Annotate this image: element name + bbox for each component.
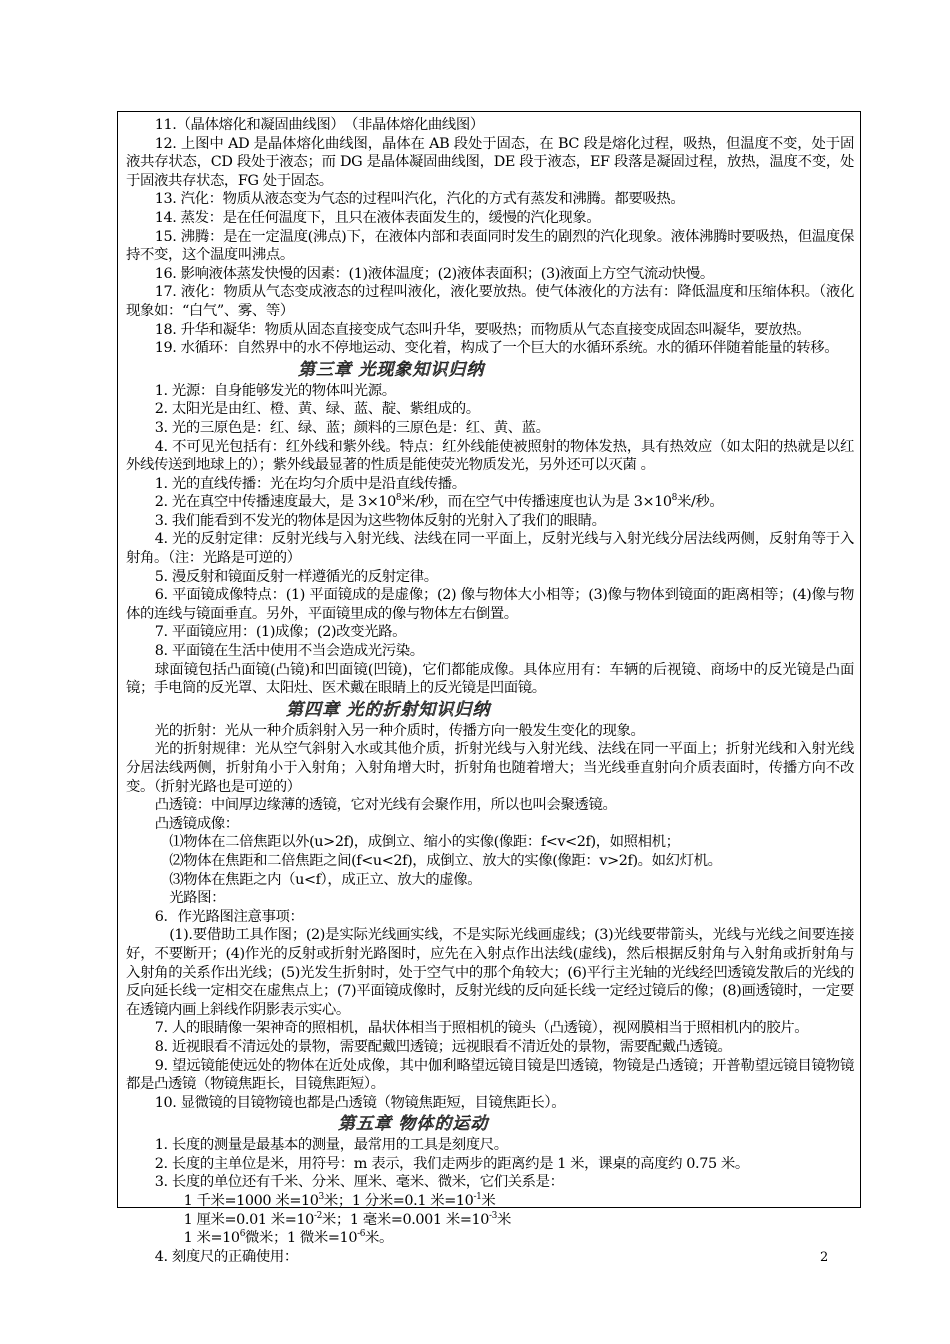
text-run: 米: [496, 1211, 511, 1228]
text-run: 1 厘米=0.01 米=10: [183, 1211, 314, 1228]
ch3-item-b5: 5. 漫反射和镜面反射一样遵循光的反射定律。: [154, 568, 438, 585]
ch3-item-b7: 7. 平面镜应用：(1)成像；(2)改变光路。: [154, 624, 407, 641]
ch4-refraction-law: 光的折射规律：光从空气斜射入水或其他介质，折射光线与入射光线、法线在同一平面上；折射光线和入射光线分居法线两侧，折射角小于入射角；入射角增大时，折射角也随着增大；当光线垂直射向介质表面时，传播方向不改变。（折射光路也是可逆的）: [126, 741, 854, 795]
paragraph-14: 14. 蒸发：是在任何温度下，且只在液体表面发生的，缓慢的汽化现象。: [154, 209, 601, 226]
ch3-item-b6: 6. 平面镜成像特点：(1) 平面镜成的是虚像；(2) 像与物体大小相等；(3)像与物体到镜面的距离相等；(4)像与物体的连线与镜面垂直。另外，平面镜里成的像与物体左右倒置。: [126, 587, 854, 622]
ch3-item-b8: 8. 平面镜在生活中使用不当会造成光污染。: [154, 643, 424, 660]
ch3-item-2: 2. 太阳光是由红、橙、黄、绿、蓝、靛、紫组成的。: [154, 401, 480, 418]
exponent: -2: [313, 1210, 322, 1221]
ch4-item-8: 8. 近视眼看不清远处的景物，需要配戴凹透镜；远视眼看不清近处的景物，需要配戴凸透镜。: [154, 1038, 732, 1055]
unit-conversion-1: [126, 1192, 854, 1211]
ch4-item-10: 10. 显微镜的目镜物镜也都是凸透镜（物镜焦距短，目镜焦距长）。: [154, 1094, 566, 1111]
ch5-item-4: 4. 刻度尺的正确使用：: [154, 1248, 298, 1265]
paragraph-12: 12. 上图中 AD 是晶体熔化曲线图，晶体在 AB 段处于固态，在 BC 段是熔化过程，吸热，但温度不变，处于固液共存状态，CD 段处于液态；而 DG 是晶体凝固曲线图，DE 段于液态，EF 段落是凝固过程，放热，温度不变，处于固液共存状态，FG 处于固态。: [126, 135, 854, 189]
ch3-item-b1: 1. 光的直线传播：光在均匀介质中是沿直线传播。: [154, 475, 466, 492]
chapter-3-heading: 第三章 光现象知识归纳: [298, 359, 485, 380]
paragraph-19: 19. 水循环：自然界中的水不停地运动、变化着，构成了一个巨大的水循环系统。水的循环伴随着能量的转移。: [154, 340, 839, 357]
ch3-item-4: 4. 不可见光包括有：红外线和紫外线。特点：红外线能使被照射的物体发热，具有热效应（如太阳的热就是以红外线传送到地球上的）；紫外线最显著的性质是能使荧光物质发光，另外还可以灭菌 。: [126, 438, 854, 474]
paragraph-13: 13. 汽化：物质从液态变为气态的过程叫汽化，汽化的方式有蒸发和沸腾。都要吸热。: [154, 191, 685, 208]
document-body: [118, 112, 860, 1266]
ch4-imaging-2: ⑵物体在焦距和二倍焦距之间(f<u<2f)，成倒立、放大的实像(像距：v>2f)。如幻灯机。: [169, 852, 722, 869]
chapter-4-heading: 第四章 光的折射知识归纳: [286, 699, 491, 720]
text-run: 米。: [365, 1230, 394, 1247]
text-run: 2. 光在真空中传播速度最大，是 3×10: [154, 494, 396, 511]
ch5-item-3: 3. 长度的单位还有千米、分米、厘米、毫米、微米，它们关系是：: [154, 1174, 564, 1191]
ch3-item-b3: 3. 我们能看到不发光的物体是因为这些物体反射的光射入了我们的眼睛。: [154, 512, 606, 529]
exponent: -6: [357, 1229, 366, 1240]
exponent: 6: [239, 1229, 246, 1240]
ch4-item-9: 9. 望远镜能使远处的物体在近处成像，其中伽利略望远镜目镜是凹透镜，物镜是凸透镜；开普勒望远镜目镜物镜都是凸透镜（物镜焦距长，目镜焦距短）。: [126, 1057, 854, 1093]
page-number: 2: [820, 1250, 829, 1265]
ch3-item-b4: 4. 光的反射定律：反射光线与入射光线、法线在同一平面上，反射光线与入射光线分居法线两侧，反射角等于入射角。（注：光路是可逆的）: [126, 531, 854, 567]
ch4-light-path: 光路图：: [169, 890, 226, 907]
ch5-item-2: 2. 长度的主单位是米，用符号：m 表示，我们走两步的距离约是 1 米，课桌的高度约 0.75 米。: [154, 1155, 749, 1172]
ch4-imaging-3: ⑶物体在焦距之内（u<f），成正立、放大的虚像。: [169, 871, 482, 888]
ch4-imaging: 凸透镜成像：: [154, 815, 239, 832]
paragraph-17: 17. 液化：物质从气态变成液态的过程叫液化，液化要放热。使气体液化的方法有：降低温度和压缩体积。（液化现象如：“白气”、雾、等）: [126, 284, 854, 319]
unit-conversion-2: [126, 1211, 854, 1230]
ch3-item-3: 3. 光的三原色是：红、绿、蓝；颜料的三原色是：红、黄、蓝。: [154, 419, 550, 436]
ch4-convex-lens: 凸透镜：中间厚边缘薄的透镜，它对光线有会聚作用，所以也叫会聚透镜。: [154, 797, 617, 814]
content-table-cell: [117, 111, 861, 1265]
exponent: 8: [395, 493, 402, 504]
ch4-refraction: 光的折射：光从一种介质斜射入另一种介质时，传播方向一般发生变化的现象。: [154, 722, 645, 739]
ch5-item-1: 1. 长度的测量是最基本的测量，最常用的工具是刻度尺。: [154, 1137, 508, 1154]
ch4-item-6: 6．作光路图注意事项：: [154, 908, 304, 925]
exponent: -1: [473, 1192, 482, 1203]
paragraph-15: 15. 沸腾：是在一定温度(沸点)下，在液体内部和表面同时发生的剧烈的汽化现象。液体沸腾时要吸热，但温度保持不变，这个温度叫沸点。: [126, 228, 854, 264]
ch4-imaging-1: ⑴物体在二倍焦距以外(u>2f)，成倒立、缩小的实像(像距：f<v<2f)，如照相机；: [169, 834, 680, 851]
ch4-item-6-detail: (1).要借助工具作图；(2)是实际光线画实线，不是实际光线画虚线；(3)光线要带箭头，光线与光线之间要连接好，不要断开；(4)作光的反射或折射光路图时，应先在入射点作出法线(虚线)，然后根据反射角与入射角或折射角与入射角的关系作出光线；(5)光发生折射时，处于空气中的那个角较大；(6)平行主光轴的光线经凹透镜发散后的光线的反向延长线一定相交在虚焦点上；(7)平面镜成像时，反射光线的反向延长线一定经过镜后的像；(8)画透镜时，一定要在透镜内画上斜线作阴影表示实心。: [126, 927, 854, 1018]
paragraph-18: 18. 升华和凝华：物质从固态直接变成气态叫升华，要吸热；而物质从气态直接变成固态叫凝华，要放热。: [154, 321, 811, 338]
ch3-item-b2: [126, 493, 854, 512]
ch3-item-b9: 球面镜包括凸面镜(凸镜)和凹面镜(凹镜)，它们都能成像。具体应用有：车辆的后视镜、商场中的反光镜是凸面镜；手电筒的反光罩、太阳灶、医术戴在眼睛上的反光镜是凹面镜。: [126, 661, 854, 697]
chapter-5-heading: 第五章 物体的运动: [338, 1114, 489, 1135]
text-run: 米: [481, 1193, 496, 1210]
text-run: 1 千米=1000 米=10: [183, 1193, 319, 1210]
text-run: 微米；1 微米=10: [245, 1230, 358, 1247]
text-run: 米/秒。: [676, 494, 724, 511]
text-run: 米；1 毫米=0.001 米=10: [321, 1211, 490, 1228]
exponent: -3: [489, 1210, 497, 1221]
paragraph-11: 11.（晶体熔化和凝固曲线图） （非晶体熔化曲线图）: [154, 117, 484, 133]
exponent: 3: [318, 1192, 324, 1203]
text-run: 米/秒，而在空气中传播速度也认为是 3×10: [401, 494, 672, 511]
ch3-item-1: 1. 光源：自身能够发光的物体叫光源。: [154, 382, 396, 399]
exponent: 8: [671, 493, 677, 504]
ch4-item-7: 7. 人的眼睛像一架神奇的照相机，晶状体相当于照相机的镜头（凸透镜），视网膜相当于照相机内的胶片。: [154, 1020, 809, 1037]
paragraph-16: 16. 影响液体蒸发快慢的因素：(1)液体温度；(2)液体表面积；(3)液面上方空气流动快慢。: [154, 265, 714, 282]
text-run: 米；1 分米=0.1 米=10: [323, 1193, 474, 1210]
unit-conversion-3: [126, 1229, 854, 1248]
text-run: 1 米=10: [183, 1230, 240, 1247]
